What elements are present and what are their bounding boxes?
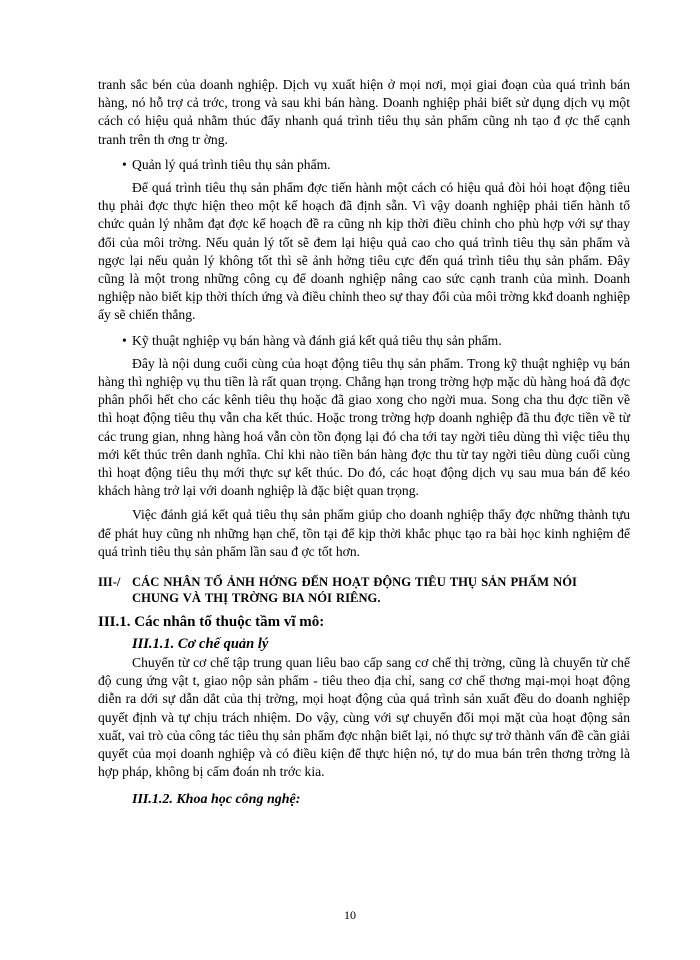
paragraph: Chuyển từ cơ chế tập trung quan liêu bao cấp sang cơ chế thị trờng, cũng là chuyển từ chế độ cung ứng vật t, giao nộp sản phẩm - tiêu theo địa chỉ, sang cơ chế thơng mại-mọi hoạt động diễn ra dới sự dẫn dắt của thị trờng, mọi hoạt động của quá trình sản xuất đều do doanh nghiệp quyết định và tự chịu trách nhiệm. Do vậy, cùng với sự chuyển đổi mọi mặt của hoạt động sản xuất, vai trò của công tác tiêu thụ sản phẩm đợc nhận biết lại, nó thực sự trở thành vấn đề cần giải quyết của mọi doanh nghiệp và có điều kiện để thực hiện nó, tự do mua bán trên thơng trờng là hợp pháp, không bị cấm đoán nh trớc kia. — [98, 655, 630, 780]
subsubsection-heading: III.1.2. Khoa học công nghệ: — [132, 791, 301, 807]
document-page — [98, 76, 630, 810]
section-title-line1: CÁC NHÂN TỐ ẢNH HỞNG ĐẾN HOẠT ĐỘNG TIÊU THỤ SẢN PHẨM NÓI — [132, 575, 577, 590]
paragraph: tranh sắc bén của doanh nghiệp. Dịch vụ xuất hiện ở mọi nơi, mọi giai đoạn của quá trình bán hàng, nó hỗ trợ cả trớc, trong và sau khi bán hàng. Doanh nghiệp phải biết sử dụng dịch vụ một cách có hiệu quả nhằm thúc đẩy nhanh quá trình tiêu thụ sản phẩm cũng nh tạo đ ợc thế cạnh tranh trên th ơng tr ờng. — [98, 77, 630, 147]
paragraph: Đây là nội dung cuối cùng của hoạt động tiêu thụ sản phẩm. Trong kỹ thuật nghiệp vụ bán hàng thì nghiệp vụ thu tiền là rất quan trọng. Chẳng hạn trong trờng hợp mặc dù hàng hoá đã đợc phân phối hết cho các kênh tiêu thụ hoặc đã giao xong cho ngời mua. Song cha thu đợc tiền về thì hoạt động tiêu thụ vẫn cha kết thúc. Hoặc trong trờng hợp doanh nghiệp đã thu đợc tiền về từ các trung gian, nhng hàng hoá vẫn còn tồn đọng lại đó cha tới tay ngời tiêu dùng thì việc tiêu thụ mới kết thúc trên danh nghĩa. Chỉ khi nào tiền bán hàng đợc thu từ tay ngời tiêu dùng cuối cùng thì hoạt động tiêu thụ mới thực sự kết thúc. Do đó, các hoạt động dịch vụ sau mua bán để kéo khách hàng trở lại với doanh nghiệp là đặc biệt quan trọng. — [98, 355, 630, 499]
section-number: III-/ — [98, 575, 121, 590]
bullet-item — [98, 332, 630, 350]
subsubsection-heading: III.1.1. Cơ chế quản lý — [132, 636, 269, 653]
bullet-text: Kỹ thuật nghiệp vụ bán hàng và đánh giá kết quả tiêu thụ sản phẩm. — [132, 332, 502, 348]
paragraph: Việc đánh giá kết quả tiêu thụ sản phẩm giúp cho doanh nghiệp thấy đợc những thành tựu để phát huy cũng nh những hạn chế, tồn tại để kịp thời khắc phục tạo ra bài học kinh nghiệm để quá trình tiêu thụ sản phẩm lần sau đ ợc tốt hơn. — [98, 507, 630, 559]
section-title-line2: CHUNG VÀ THỊ TRỜNG BIA NÓI RIÊNG. — [132, 591, 381, 606]
bullet-text: Quản lý quá trình tiêu thụ sản phẩm. — [132, 156, 331, 172]
page-number: 10 — [344, 908, 356, 922]
subsection-heading: III.1. Các nhân tố thuộc tầm vĩ mô: — [98, 614, 325, 631]
bullet-icon: • — [122, 156, 127, 172]
paragraph: Để quá trình tiêu thụ sản phẩm đợc tiến hành một cách có hiệu quả đòi hỏi hoạt động tiêu thụ phải đợc thực hiện theo một kế hoạch đã định sẵn. Vì vậy doanh nghiệp phải tiến hành tổ chức quản lý nhằm đạt đợc kế hoạch đề ra cũng nh kịp thời điều chỉnh cho phù hợp với sự thay đổi của môi trờng. Nếu quản lý tốt sẽ đem lại hiệu quả cao cho quá trình tiêu thụ sản phẩm và ngợc lại nếu quản lý không tốt thì sẽ ảnh hởng tiêu cực đến quá trình tiêu thụ sản phẩm. Đây cũng là một trong những công cụ để doanh nghiệp nâng cao sức cạnh tranh của mình. Doanh nghiệp nào biết kịp thời thích ứng và điều chỉnh theo sự thay đổi của môi trờng kkđ doanh nghiệp ấy sẽ chiến thắng. — [98, 180, 630, 323]
bullet-icon: • — [122, 332, 127, 348]
bullet-item — [98, 156, 630, 174]
section-heading — [98, 574, 630, 606]
